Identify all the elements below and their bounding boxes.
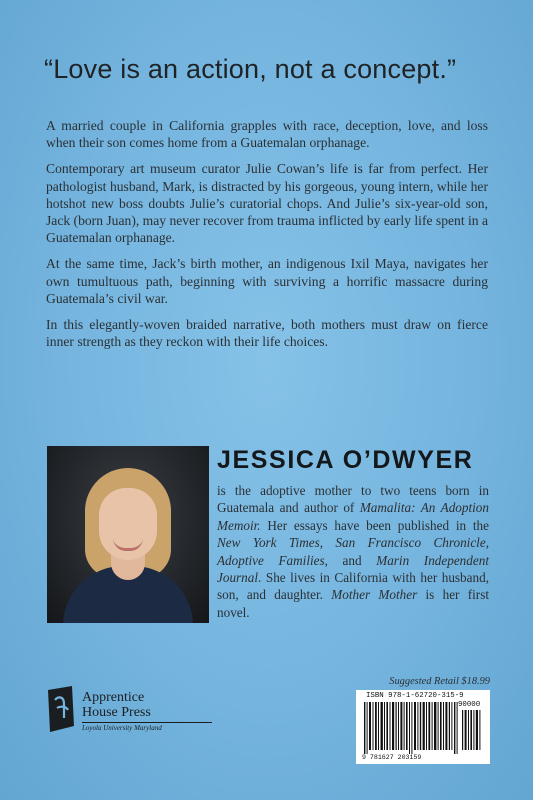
price-code: 90000 xyxy=(458,701,481,709)
blurb-paragraph: A married couple in California grapples with race, deception, love, and loss when their son comes home from a Guatemalan orphanage. xyxy=(46,118,488,151)
pull-quote: “Love is an action, not a concept.” xyxy=(44,54,457,84)
publisher-name-line: House Press xyxy=(82,705,151,720)
blurb-paragraph: Contemporary art museum curator Julie Cowan’s life is far from perfect. Her pathologist husband, Mark, is distracted by his gorgeous, young intern, while her hotshot new boss doubts Julie’s curatorial chops. And Julie’s six-year-old son, Jack (born Juan), may never recover from trauma inflicted by early life spent in a Guatemalan orphanage. xyxy=(46,161,488,246)
bio-text: , and xyxy=(324,552,377,568)
bio-publication: Marin Independent Journal xyxy=(217,552,489,586)
suggested-retail-price: Suggested Retail $18.99 xyxy=(389,676,490,687)
author-bio xyxy=(217,482,489,621)
bio-publications: New York Times, San Francisco Chronicle, Adoptive Families xyxy=(217,535,489,568)
bio-text: is her first novel. xyxy=(217,587,489,620)
book-blurb xyxy=(46,117,488,359)
publisher-name-line: Apprentice xyxy=(82,690,145,705)
bio-book-title: Mamalita: An Adoption Memoir. xyxy=(217,500,489,533)
blurb-paragraph: In this elegantly-woven braided narrative, both mothers must draw on fierce inner strength as they reckon with their life choices. xyxy=(46,317,488,350)
isbn-barcode xyxy=(356,690,490,764)
publisher-name xyxy=(82,690,212,720)
bio-text: is the adoptive mother to two teens born in Guatemala and author of xyxy=(217,483,489,516)
publisher-subtitle: Loyola University Maryland xyxy=(82,722,212,732)
blurb-paragraph: At the same time, Jack’s birth mother, an indigenous Ixil Maya, navigates her own tumultuous path, beginning with surviving a horrific massacre during Guatemala’s civil war. xyxy=(46,256,488,306)
bio-text: Her essays have been published in the xyxy=(260,517,489,533)
bio-text: . She lives in California with her husband, son, and daughter. xyxy=(217,570,489,603)
author-photo xyxy=(47,446,209,623)
barcode-digits: 9 781627 203159 xyxy=(362,754,422,761)
publisher-logo xyxy=(46,686,206,740)
isbn-text: ISBN 978-1-62720-315-9 xyxy=(366,692,464,700)
author-name: JESSICA O’DWYER xyxy=(217,446,474,474)
publisher-book-icon xyxy=(46,686,76,732)
bio-novel-title: Mother Mother xyxy=(331,587,418,603)
barcode-bars xyxy=(362,702,484,754)
